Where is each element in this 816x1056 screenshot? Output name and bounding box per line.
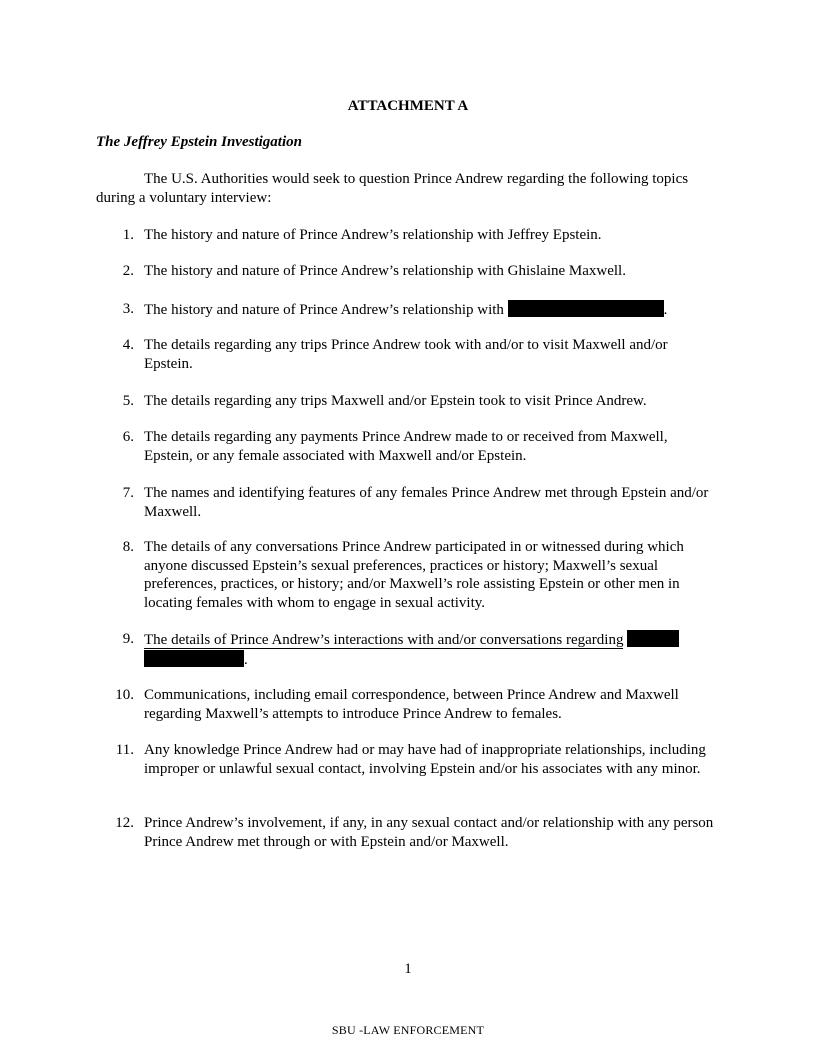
classification-footer: SBU -LAW ENFORCEMENT: [331, 1023, 485, 1037]
list-item-text: The details of Prince Andrew’s interactions with and/or conversations regarding: [144, 632, 624, 648]
redaction-block: [627, 630, 679, 647]
list-item-number: 12.: [115, 815, 134, 831]
list-item-trailing: .: [663, 302, 668, 318]
list-item-number: 7.: [122, 485, 134, 501]
list-item-number: 4.: [122, 337, 134, 353]
list-item-number: 5.: [122, 393, 134, 409]
list-item-number: 11.: [115, 742, 134, 758]
list-item-number: 8.: [122, 539, 134, 555]
list-item-text: The details regarding any trips Prince Andrew took with and/or to visit Maxwell and/or Epstein.: [144, 337, 668, 372]
list-item-number: 1.: [122, 227, 134, 243]
list-item-text: The names and identifying features of any females Prince Andrew met through Epstein and/or Maxwell.: [144, 485, 709, 520]
list-item-text: The history and nature of Prince Andrew’s relationship with Ghislaine Maxwell.: [144, 263, 626, 279]
intro-paragraph: The U.S. Authorities would seek to question Prince Andrew regarding the following topics during a voluntary interview:: [96, 171, 689, 206]
redaction-block: [508, 300, 664, 317]
list-item-text: The details regarding any trips Maxwell and/or Epstein took to visit Prince Andrew.: [144, 393, 647, 409]
list-item-text: The details regarding any payments Prince Andrew made to or received from Maxwell, Epstein, or any female associated with Maxwell and/or Epstein.: [144, 429, 668, 464]
list-item-text: The history and nature of Prince Andrew’s relationship with Jeffrey Epstein.: [144, 227, 602, 243]
list-item-number: 3.: [122, 301, 134, 317]
redaction-block: [144, 650, 244, 667]
list-item-text: The details of any conversations Prince Andrew participated in or witnessed during which anyone discussed Epstein’s sexual preferences, practices or history; Maxwell’s sexual preferences, practices, or history; and/or Maxwell’s role assisting Epstein or other men in locating females with whom to engage in sexual activity.: [144, 539, 684, 611]
list-item-trailing: .: [244, 652, 248, 668]
list-item-number: 9.: [122, 631, 134, 647]
list-item-body: [144, 300, 720, 320]
section-heading: The Jeffrey Epstein Investigation: [96, 134, 302, 150]
list-item-number: 6.: [122, 429, 134, 445]
page-number: 1: [404, 961, 412, 977]
list-item-number: 10.: [115, 687, 134, 703]
list-item-body: [144, 630, 720, 670]
list-item-text: Prince Andrew’s involvement, if any, in any sexual contact and/or relationship with any person Prince Andrew met through or with Epstein and/or Maxwell.: [144, 815, 714, 850]
list-item-text: The history and nature of Prince Andrew’s relationship with: [144, 302, 508, 318]
list-item-number: 2.: [122, 263, 134, 279]
list-item-text: Communications, including email correspondence, between Prince Andrew and Maxwell regarding Maxwell’s attempts to introduce Prince Andrew to females.: [144, 687, 679, 722]
document-title: ATTACHMENT A: [347, 98, 469, 114]
list-item-text: Any knowledge Prince Andrew had or may have had of inappropriate relationships, including improper or unlawful sexual contact, involving Epstein and/or his associates with any minor.: [144, 742, 706, 777]
